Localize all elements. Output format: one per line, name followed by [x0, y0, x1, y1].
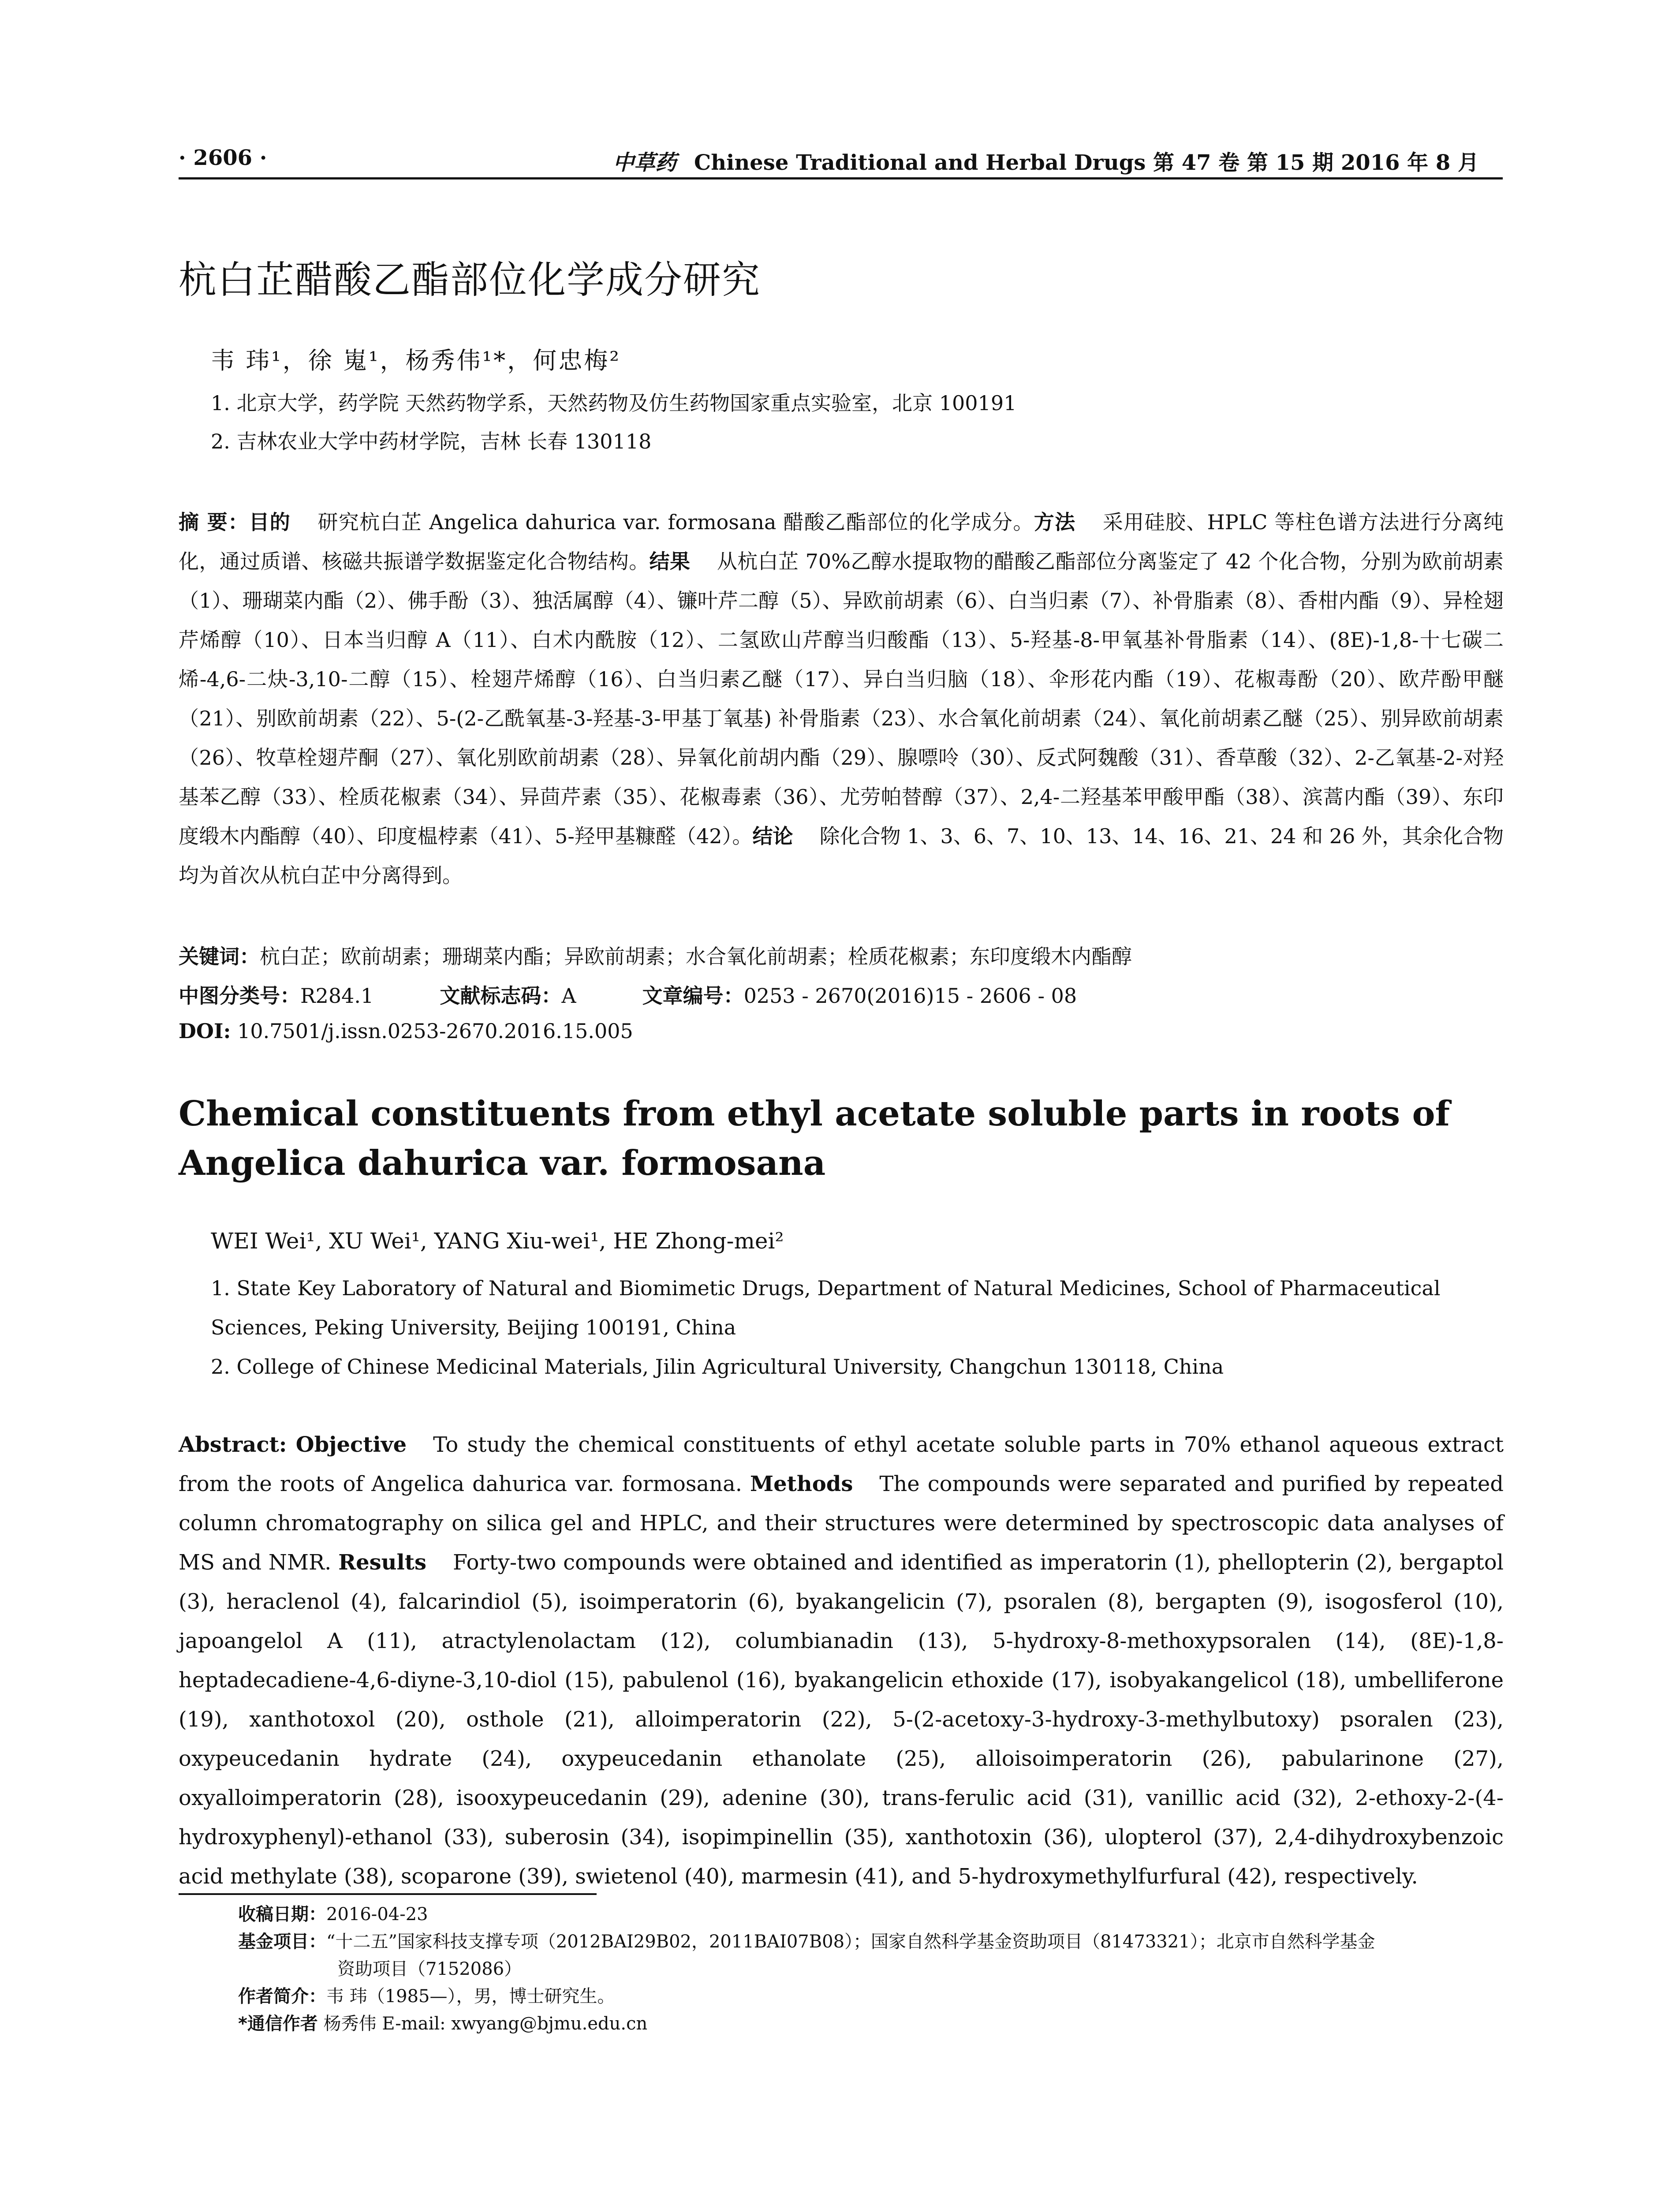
results-cn-text: 从杭白芷 70%乙醇水提取物的醋酸乙酯部位分离鉴定了 42 个化合物，分别为欧前胡素（1）、珊瑚菜内酯（2）、佛手酚（3）、独活属醇（4）、镰叶芹二醇（5）、异欧前胡素（6）、白当归素（7）、补骨脂素（8）、香柑内酯（9）、异栓翅芹烯醇（10）、日本当归醇 A（11）、白术内酰胺（12）、二氢欧山芹醇当归酸酯（13）、5-羟基-8-甲氧基补骨脂素（14）、(8E)-1,8-十七碳二烯-4,6-二炔-3,10-二醇（15）、栓翅芹烯醇（16）、白当归素乙醚（17）、异白当归脑（18）、伞形花内酯（19）、花椒毒酚（20）、欧芹酚甲醚（21）、别欧前胡素（22）、5-(2-乙酰氧基-3-羟基-3-甲基丁氧基) 补骨脂素（23）、水合氧化前胡素（24）、氧化前胡素乙醚（25）、别异欧前胡素（26）、牧草栓翅芹酮（27）、氧化别欧前胡素（28）、异氧化前胡内酯（29）、腺嘌呤（30）、反式阿魏酸（31）、香草酸（32）、2-乙氧基-2-对羟基苯乙醇（33）、栓质花椒素（34）、异茴芹素（35）、花椒毒素（36）、尤劳帕替醇（37）、2,4-二羟基苯甲酸甲酯（38）、滨蒿内酯（39）、东印度缎木内酯醇（40）、印度榅桲素（41）、5-羟甲基糠醛（42）。: [179, 549, 1504, 848]
results-cn-label: 结果: [649, 549, 691, 573]
methods-en-text: The compounds were separated and purified by repeated column chromatography on silica gel and HPLC, and their structures were determined by spectroscopic data analyses of MS and NMR.: [179, 1472, 1504, 1575]
running-header: [179, 142, 1503, 179]
clc-number: R284.1: [300, 984, 374, 1008]
footnote-rule: [179, 1893, 597, 1895]
abstract-cn-label: 摘 要：: [179, 510, 249, 534]
conclusion-cn-label: 结论: [752, 824, 793, 848]
doi-line: DOI: 10.7501/j.issn.0253-2670.2016.15.005: [179, 1019, 633, 1043]
methods-cn-label: 方法: [1034, 510, 1076, 534]
footnote-received: 收稿日期：2016-04-23: [238, 1904, 428, 1925]
abstract-cn: [179, 503, 1504, 895]
objective-en-label: Objective: [295, 1432, 407, 1457]
footnote-fund: 基金项目：“十二五”国家科技支撑专项（2012BAI29B02，2011BAI07B08）；国家自然科学基金资助项目（81473321）；北京市自然科学基金 资助项目（7152086）: [238, 1932, 1375, 1979]
journal-issue: Chinese Traditional and Herbal Drugs 第 47 卷 第 15 期 2016 年 8 月: [694, 150, 1479, 175]
title-cn: 杭白芷醋酸乙酯部位化学成分研究: [179, 258, 761, 302]
authors-cn: 韦 玮¹，徐 嵬¹，杨秀伟¹*，何忠梅²: [211, 347, 621, 374]
journal-name-cn: 中草药: [613, 150, 677, 175]
doi-value: 10.7501/j.issn.0253-2670.2016.15.005: [237, 1019, 633, 1043]
affiliation-cn-2: 2. 吉林农业大学中药材学院，吉林 长春 130118: [211, 430, 652, 453]
affiliation-en-2: 2. College of Chinese Medicinal Materials, Jilin Agricultural University, Changchun 130118, China: [211, 1355, 1224, 1379]
methods-cn-text: 采用硅胶、HPLC 等柱色谱方法进行分离纯化，通过质谱、核磁共振谱学数据鉴定化合物结构。: [179, 510, 1504, 573]
footnote-author: 作者简介：韦 玮（1985—），男，博士研究生。: [238, 1986, 615, 2007]
abstract-en: [179, 1425, 1504, 1896]
conclusion-cn-text: 除化合物 1、3、6、7、10、13、14、16、21、24 和 26 外，其余化合物均为首次从杭白芷中分离得到。: [179, 824, 1504, 887]
affiliation-en-1: 1. State Key Laboratory of Natural and Biomimetic Drugs, Department of Natural Medicines, School of Pharmaceutical Sciences, Peking University, Beijing 100191, China: [211, 1276, 1441, 1339]
authors-en: WEI Wei¹, XU Wei¹, YANG Xiu-wei¹, HE Zhong-mei²: [211, 1228, 784, 1254]
results-en-label: Results: [338, 1550, 426, 1575]
abstract-en-label: Abstract:: [179, 1432, 287, 1457]
classification-line: 中图分类号：R284.1 文献标志码：A 文章编号：0253 - 2670(2016)15 - 2606 - 08: [179, 984, 1077, 1008]
title-en: Chemical constituents from ethyl acetate soluble parts in roots of Angelica dahurica var. formosana: [179, 1094, 1450, 1183]
results-en-text: Forty-two compounds were obtained and identified as imperatorin (1), phellopterin (2), bergaptol (3), heraclenol (4), falcarindiol (5), isoimperatorin (6), byakangelicin (7), psoralen (8), bergapten (9), isogosferol (10), japoangelol A (11), atractylenolactam (12), columbianadin (13), 5-hydroxy-8-methoxypsoralen (14), (8E)-1,8-heptadecadiene-4,6-diyne-3,10-diol (15), pabulenol (16), byakangelicin ethoxide (17), isobyakangelicol (18), umbelliferone (19), xanthotoxol (20), osthole (21), alloimperatorin (22), 5-(2-acetoxy-3-hydroxy-3-methylbutoxy) psoralen (23), oxypeucedanin hydrate (24), oxypeucedanin ethanolate (25), alloisoimperatorin (26), pabularinone (27), oxyalloimperatorin (28), isooxypeucedanin (29), adenine (30), trans-ferulic acid (31), vanillic acid (32), 2-ethoxy-2-(4-hydroxyphenyl)-ethanol (33), suberosin (34), isopimpinellin (35), xanthotoxin (36), ulopterol (37), 2,4-dihydroxybenzoic acid methylate (38), scoparone (39), swietenol (40), marmesin (41), and 5-hydroxymethylfurfural (42), respectively.: [179, 1550, 1504, 1889]
doc-code: A: [561, 984, 576, 1008]
keywords-cn-text: 杭白芷；欧前胡素；珊瑚菜内酯；异欧前胡素；水合氧化前胡素；栓质花椒素；东印度缎木内酯醇: [260, 945, 1132, 968]
affiliation-cn-1: 1. 北京大学，药学院 天然药物学系，天然药物及仿生药物国家重点实验室，北京 100191: [211, 391, 1017, 415]
article-number: 0253 - 2670(2016)15 - 2606 - 08: [743, 984, 1077, 1008]
journal-info: [613, 146, 1479, 176]
objective-cn-label: 目的: [249, 510, 291, 534]
footnote-corresponding: *通信作者 杨秀伟 E-mail: xwyang@bjmu.edu.cn: [238, 2014, 648, 2034]
keywords-cn: 关键词：杭白芷；欧前胡素；珊瑚菜内酯；异欧前胡素；水合氧化前胡素；栓质花椒素；东印度缎木内酯醇: [179, 945, 1132, 968]
page-number: · 2606 ·: [179, 146, 267, 170]
objective-en-text: To study the chemical constituents of ethyl acetate soluble parts in 70% ethanol aqueous extract from the roots of Angelica dahurica var. formosana.: [179, 1432, 1504, 1496]
objective-cn-text: 研究杭白芷 Angelica dahurica var. formosana 醋酸乙酯部位的化学成分。: [317, 510, 1034, 534]
methods-en-label: Methods: [750, 1472, 853, 1496]
